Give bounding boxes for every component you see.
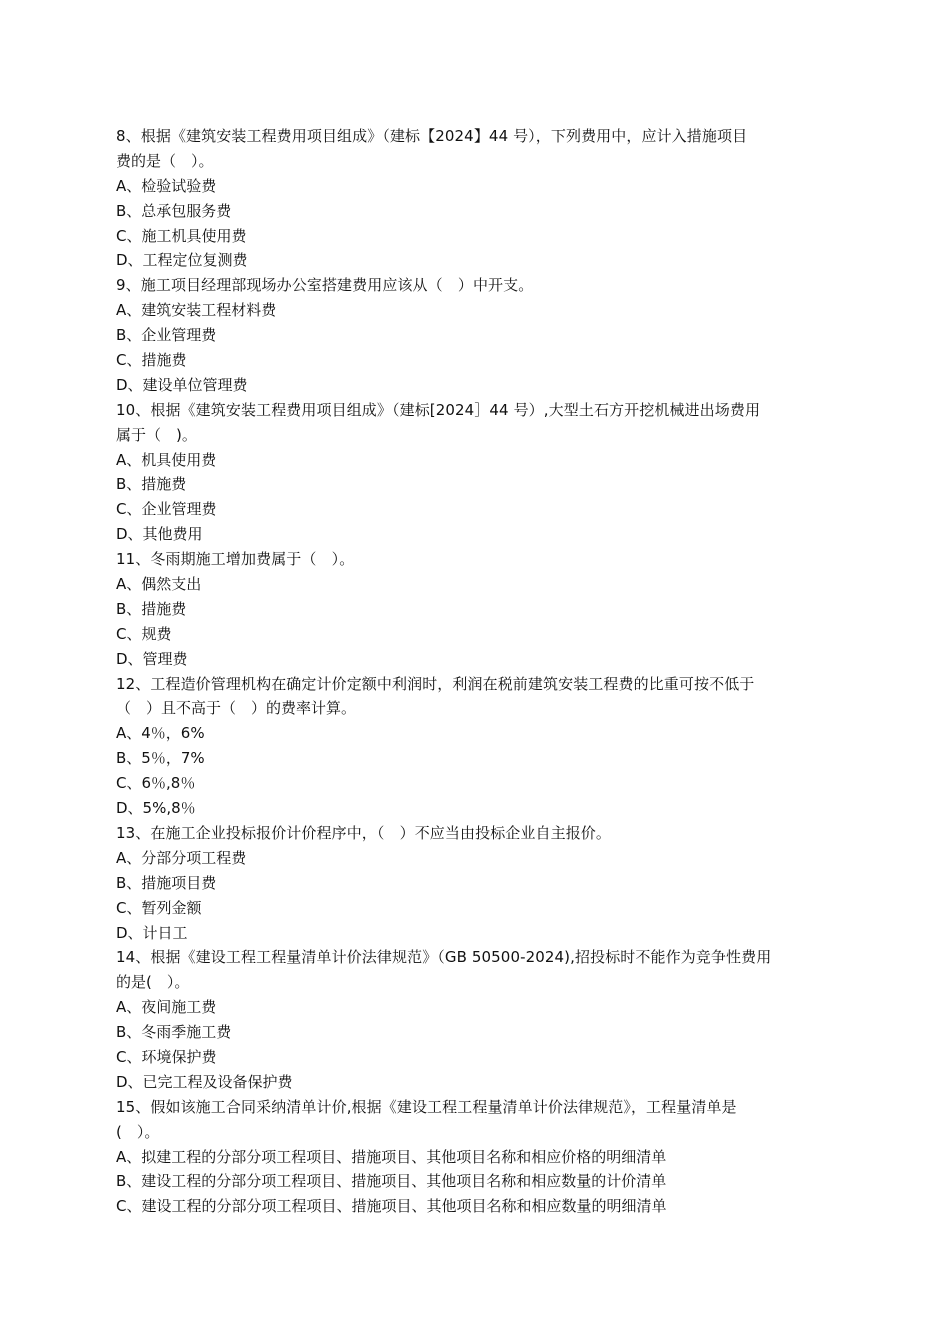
option-b: B、措施费 bbox=[116, 599, 187, 618]
option-c: C、企业管理费 bbox=[116, 500, 217, 519]
option-a: A、夜间施工费 bbox=[116, 998, 217, 1017]
option-d: D、管理费 bbox=[116, 649, 188, 668]
question-10 bbox=[116, 398, 836, 547]
option-b: B、企业管理费 bbox=[116, 326, 217, 345]
question-stem-line: 12、工程造价管理机构在确定计价定额中利润时，利润在税前建筑安装工程费的比重可按不低于 bbox=[116, 674, 755, 693]
question-13 bbox=[116, 821, 836, 945]
question-11 bbox=[116, 547, 836, 671]
question-list bbox=[116, 124, 836, 1219]
option-c: C、建设工程的分部分项工程项目、措施项目、其他项目名称和相应数量的明细清单 bbox=[116, 1197, 667, 1216]
option-d: D、工程定位复测费 bbox=[116, 251, 248, 270]
option-d: D、计日工 bbox=[116, 923, 188, 942]
option-c: C、环境保护费 bbox=[116, 1047, 217, 1066]
option-b: B、措施费 bbox=[116, 475, 187, 494]
option-a: A、建筑安装工程材料费 bbox=[116, 301, 277, 320]
option-d: D、已完工程及设备保护费 bbox=[116, 1072, 293, 1091]
question-stem-line: 8、根据《建筑安装工程费用项目组成》（建标【2024】44 号），下列费用中，应计入措施项目 bbox=[116, 127, 748, 145]
question-15 bbox=[116, 1095, 836, 1219]
option-a: A、机具使用费 bbox=[116, 450, 217, 469]
option-b: B、总承包服务费 bbox=[116, 201, 232, 220]
option-a: A、偶然支出 bbox=[116, 575, 202, 594]
option-b: B、5％，7% bbox=[116, 749, 205, 768]
question-stem-line: 9、施工项目经理部现场办公室搭建费用应该从（ ）中开支。 bbox=[116, 276, 534, 295]
option-d: D、其他费用 bbox=[116, 525, 203, 544]
option-d: D、建设单位管理费 bbox=[116, 375, 248, 394]
option-a: A、检验试验费 bbox=[116, 176, 217, 195]
option-c: C、暂列金额 bbox=[116, 898, 202, 917]
option-c: C、施工机具使用费 bbox=[116, 226, 247, 245]
question-stem-line: 15、假如该施工合同采纳清单计价,根据《建设工程工程量清单计价法律规范》，工程量清单是 bbox=[116, 1097, 737, 1116]
option-b: B、冬雨季施工费 bbox=[116, 1023, 232, 1042]
question-9 bbox=[116, 273, 836, 397]
option-d: D、5%,8％ bbox=[116, 799, 196, 818]
question-stem-line: ( ）。 bbox=[116, 1122, 160, 1141]
question-8 bbox=[116, 124, 836, 273]
option-a: A、分部分项工程费 bbox=[116, 848, 247, 867]
question-stem-line: 11、冬雨期施工增加费属于（ ）。 bbox=[116, 550, 355, 569]
question-stem-line: 14、根据《建设工程工程量清单计价法律规范》（GB 50500-2024),招投标时不能作为竞争性费用 bbox=[116, 948, 772, 967]
question-12 bbox=[116, 672, 836, 821]
option-c: C、6％,8％ bbox=[116, 774, 196, 793]
option-c: C、措施费 bbox=[116, 351, 187, 370]
option-b: B、措施项目费 bbox=[116, 873, 217, 892]
question-stem-line: 的是( ）。 bbox=[116, 973, 190, 992]
question-stem-line: （ ）且不高于（ ）的费率计算。 bbox=[116, 699, 357, 718]
option-b: B、建设工程的分部分项工程项目、措施项目、其他项目名称和相应数量的计价清单 bbox=[116, 1172, 667, 1191]
question-stem-line: 属于（ )。 bbox=[116, 425, 197, 444]
option-c: C、规费 bbox=[116, 624, 172, 643]
question-stem-line: 13、在施工企业投标报价计价程序中，（ ）不应当由投标企业自主报价。 bbox=[116, 823, 611, 842]
question-stem-line: 费的是（ ）。 bbox=[116, 151, 214, 170]
question-stem-line: 10、根据《建筑安装工程费用项目组成》（建标[2024］44 号）,大型土石方开挖机械进出场费用 bbox=[116, 400, 761, 419]
option-a: A、4％，6% bbox=[116, 724, 205, 743]
option-a: A、拟建工程的分部分项工程项目、措施项目、其他项目名称和相应价格的明细清单 bbox=[116, 1147, 667, 1166]
question-14 bbox=[116, 945, 836, 1094]
